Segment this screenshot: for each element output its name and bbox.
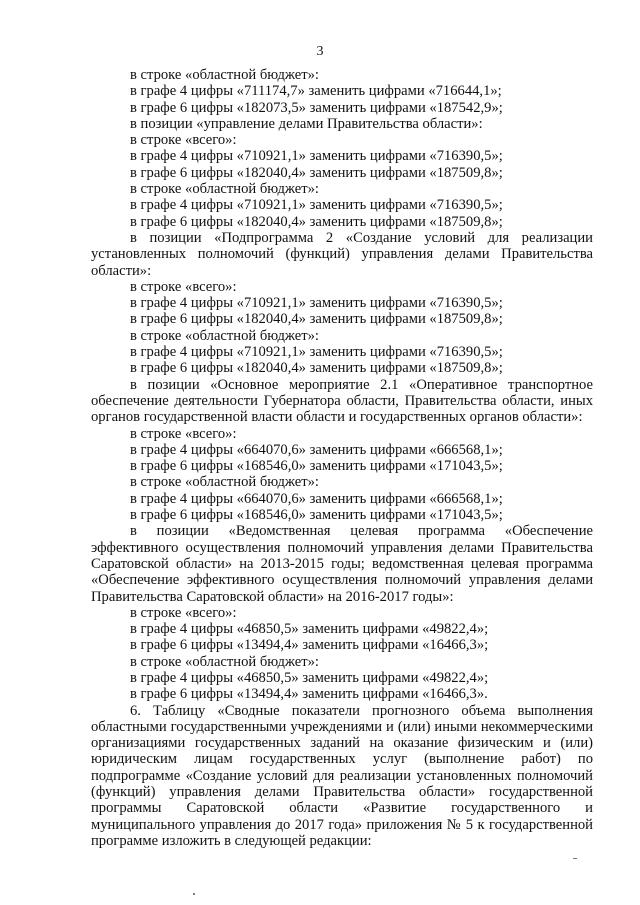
text-line: в графе 4 цифры «46850,5» заменить цифрами «49822,4»;	[130, 621, 489, 638]
text-line: в графе 4 цифры «710921,1» заменить цифрами «716390,5»;	[130, 344, 503, 361]
text-line: в графе 4 цифры «664070,6» заменить цифрами «666568,1»;	[130, 441, 503, 458]
text-line: в графе 6 цифры «13494,4» заменить цифрами «16466,3».	[130, 686, 488, 703]
page-number: 3	[316, 44, 324, 59]
text-line: в графе 6 цифры «182040,4» заменить цифрами «187509,8»;	[130, 213, 503, 230]
text-line: в графе 6 цифры «182040,4» заменить цифрами «187509,8»;	[130, 360, 503, 377]
text-line: в графе 4 цифры «710921,1» заменить цифрами «716390,5»;	[130, 295, 503, 312]
text-line: в строке «всего»:	[130, 425, 237, 442]
text-line: в строке «всего»:	[130, 132, 237, 149]
text-line: в графе 6 цифры «168546,0» заменить цифрами «171043,5»;	[130, 507, 503, 524]
document-body	[91, 67, 593, 849]
paragraph: в позиции «Ведомственная целевая программа «Обеспечение эффективного осуществления полномочий управления делами Правительства Саратовской области» на 2013-2015 годы; ведомственная целевая программа «Обеспечение эффективного осуществления полномочий управления делами Правительства Саратовской области» на 2016-2017 годы»:	[91, 523, 593, 605]
text-line: в строке «областной бюджет»:	[130, 653, 319, 670]
text-line: в графе 4 цифры «46850,5» заменить цифрами «49822,4»;	[130, 669, 489, 686]
text-line: в строке «областной бюджет»:	[130, 67, 319, 83]
text-line: в строке «областной бюджет»:	[130, 327, 319, 344]
text-line: в строке «всего»:	[130, 278, 237, 295]
text-line: в строке «всего»:	[130, 604, 237, 621]
text-line: в графе 4 цифры «664070,6» заменить цифрами «666568,1»;	[130, 490, 503, 507]
paragraph: в позиции «Подпрограмма 2 «Создание условий для реализации установленных полномочий (функций) управления делами Правительства области»:	[91, 229, 593, 279]
text-line: в графе 6 цифры «182040,4» заменить цифрами «187509,8»;	[130, 311, 503, 328]
paragraph: в позиции «Основное мероприятие 2.1 «Оперативное транспортное обеспечение деятельности Губернатора области, Правительства области, иных органов государственной власти области и государственных органов области»:	[91, 376, 593, 426]
paragraph: 6. Таблицу «Сводные показатели прогнозного объема выполнения областными государственными учреждениями и (или) иными некоммерческими организациями государственных заданий на оказание физическим и (или) юридическим лицам государственных услуг (выполнение работ) по подпрограмме «Создание условий для реализации установленных полномочий (функций) управления делами Правительства области» государственной программы Саратовской области «Развитие государственного и муниципального управления до 2017 года» приложения № 5 к государственной программе изложить в следующей редакции:	[91, 702, 593, 849]
text-line: в графе 6 цифры «168546,0» заменить цифрами «171043,5»;	[130, 458, 503, 475]
text-line: в графе 6 цифры «182040,4» заменить цифрами «187509,8»;	[130, 164, 503, 181]
text-line: в графе 4 цифры «710921,1» заменить цифрами «716390,5»;	[130, 148, 503, 165]
scan-speck	[193, 893, 195, 895]
text-line: в графе 6 цифры «182073,5» заменить цифрами «187542,9»;	[130, 99, 503, 116]
text-line: в графе 6 цифры «13494,4» заменить цифрами «16466,3»;	[130, 637, 489, 654]
text-line: в строке «областной бюджет»:	[130, 474, 319, 491]
text-line: в строке «областной бюджет»:	[130, 181, 319, 198]
text-line: в графе 4 цифры «710921,1» заменить цифрами «716390,5»;	[130, 197, 503, 214]
text-line: в позиции «управление делами Правительства области»:	[130, 115, 483, 132]
text-line: в графе 4 цифры «711174,7» заменить цифрами «716644,1»;	[130, 83, 502, 100]
scan-speck	[573, 858, 577, 859]
